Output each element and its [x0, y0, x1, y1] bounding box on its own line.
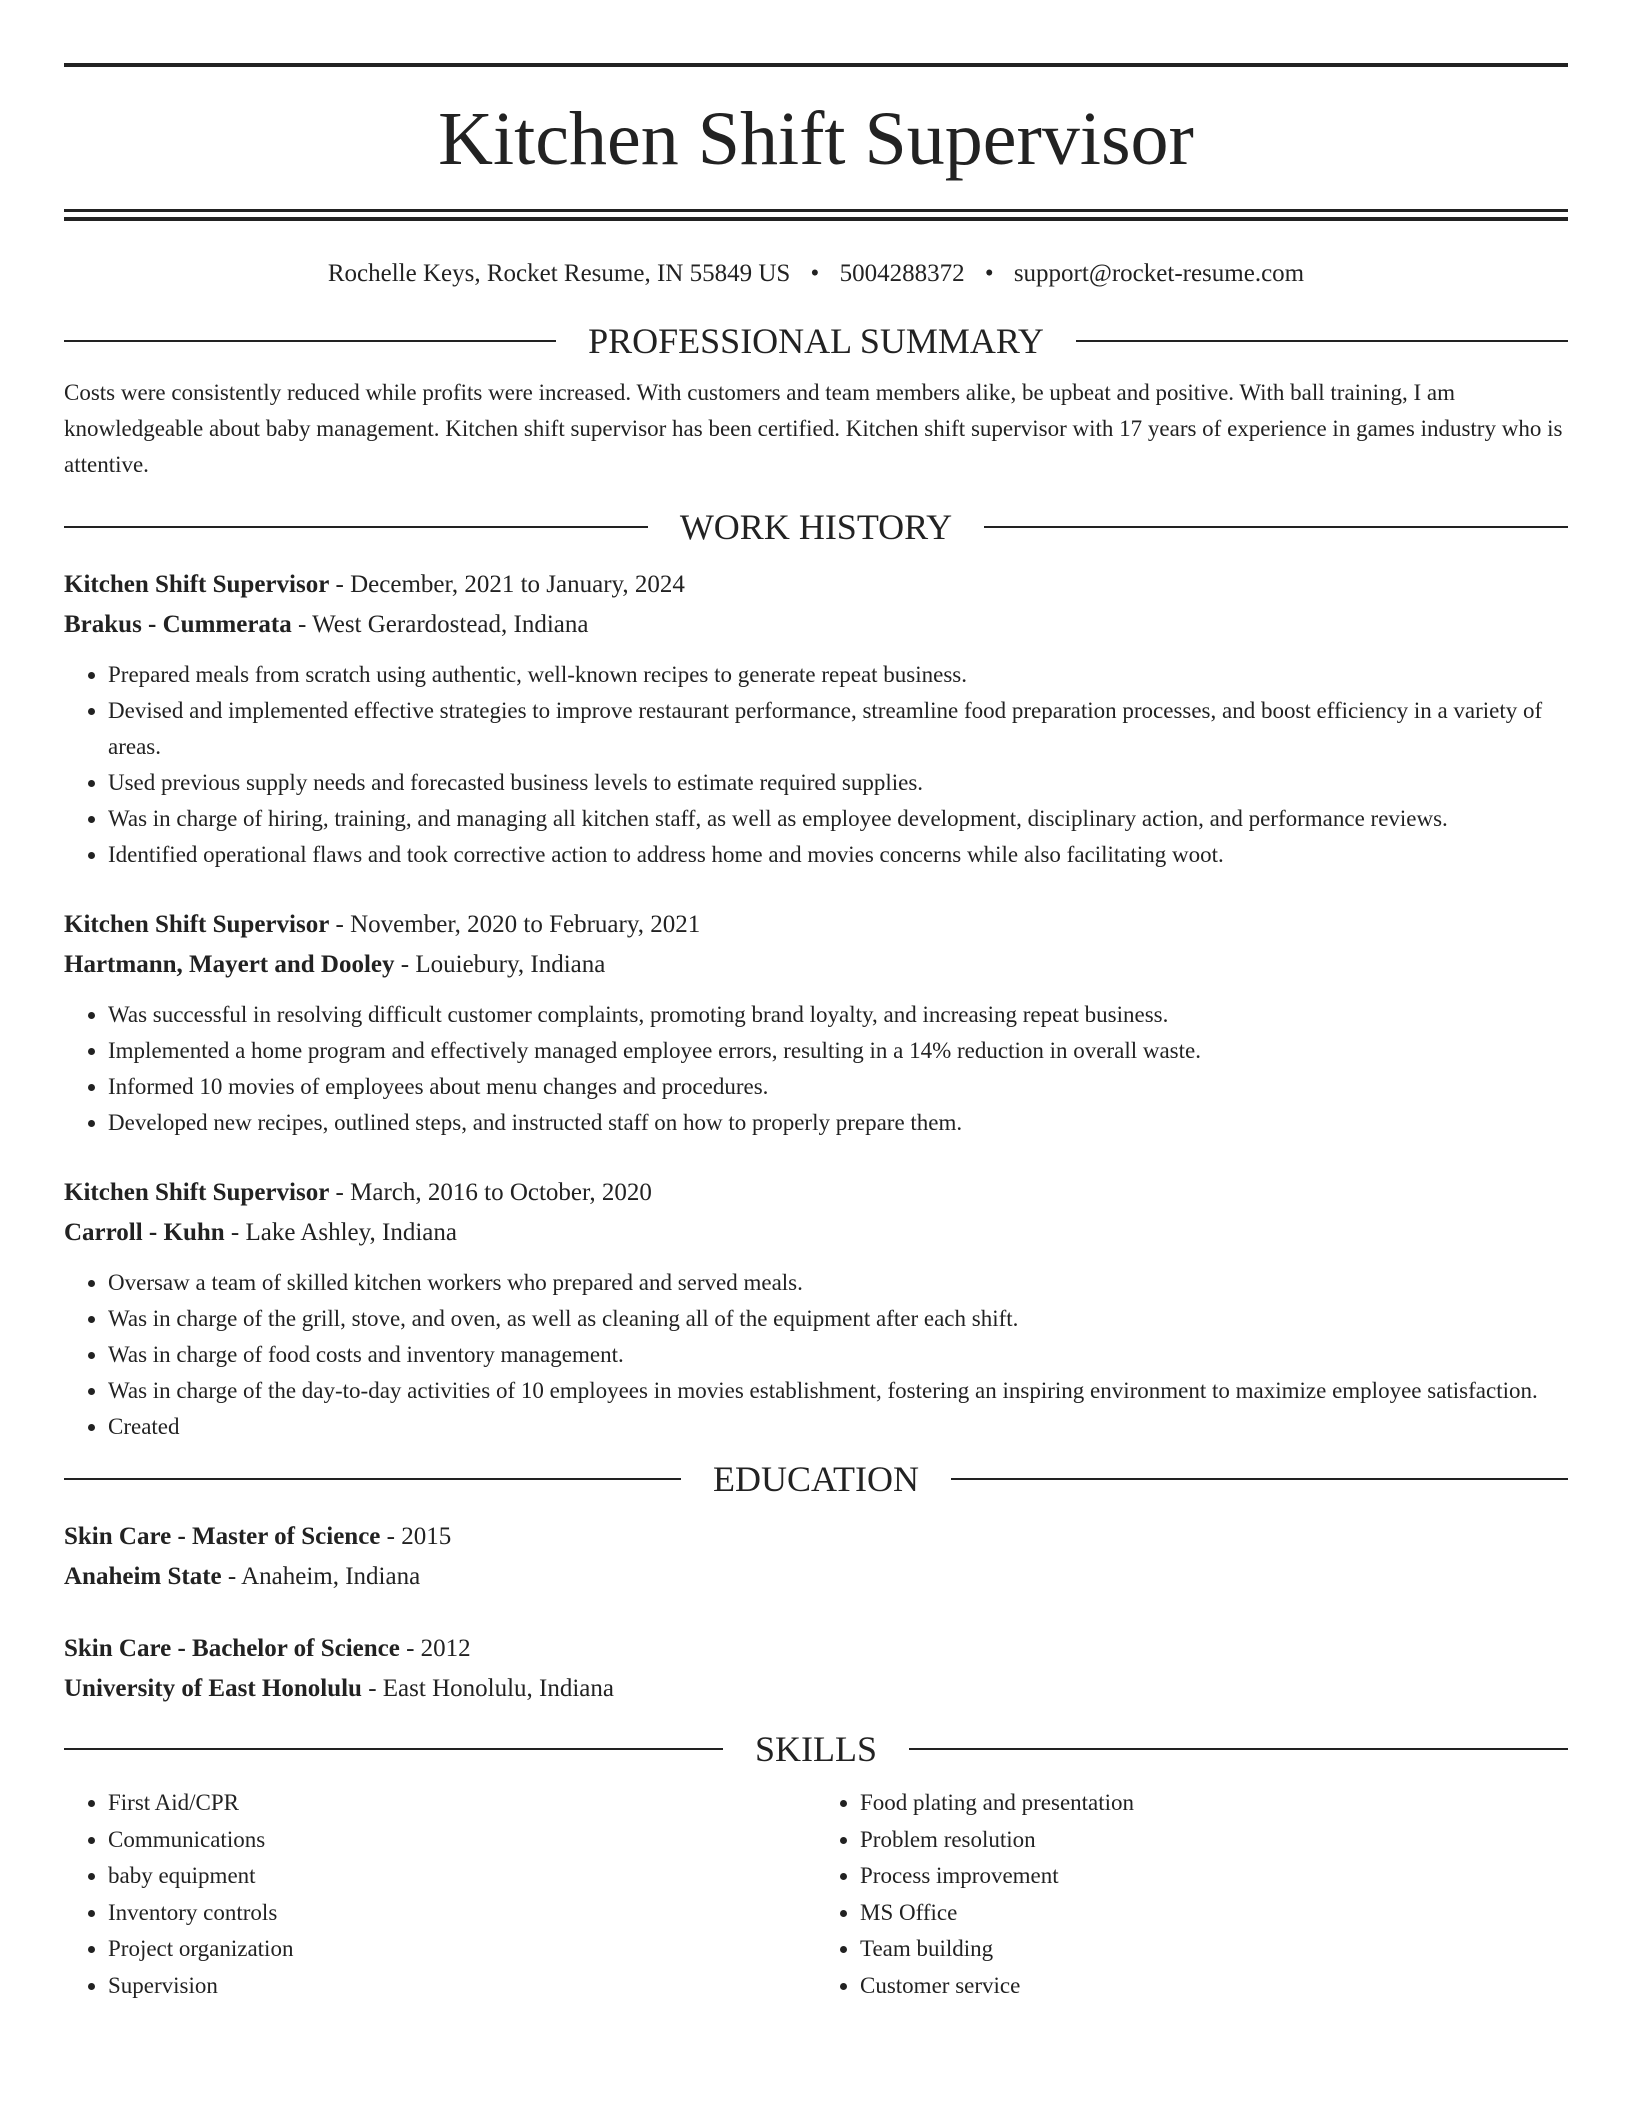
list-item: • Oversaw a team of skilled kitchen workers who prepared and served meals. — [108, 1265, 1568, 1301]
section-title: EDUCATION — [713, 1459, 919, 1499]
list-item: • Identified operational flaws and took corrective action to address home and movies concerns while also facilitating woot. — [108, 837, 1568, 873]
job-entry — [64, 1173, 1568, 1445]
job-bullets — [64, 657, 1568, 873]
job-location: - West Gerardostead, Indiana — [291, 611, 589, 638]
list-item: • Was in charge of the grill, stove, and oven, as well as cleaning all of the equipment after each shift. — [108, 1301, 1568, 1337]
summary-text: Costs were consistently reduced while profits were increased. With customers and team members alike, be upbeat and positive. With ball training, I am knowledgeable about baby management. Kitchen shift supervisor has been certified. Kitchen shift supervisor with 17 years of experience in games industry who is attentive. — [64, 380, 1563, 477]
skill-item: • Project organization — [108, 1931, 816, 1968]
education-school: Anaheim State — [64, 1563, 222, 1590]
list-item: • Was in charge of the day-to-day activities of 10 employees in movies establishment, fostering an inspiring environment to maximize employee satisfaction. — [108, 1373, 1568, 1409]
job-title-line — [64, 1173, 1568, 1213]
education-degree: Skin Care - Master of Science — [64, 1523, 381, 1550]
list-item: • Prepared meals from scratch using authentic, well-known recipes to generate repeat business. — [108, 657, 1568, 693]
education-year: - 2015 — [380, 1523, 452, 1550]
skills-list — [64, 1785, 1568, 2004]
education-degree-line — [64, 1629, 1568, 1669]
skill-item: • Problem resolution — [860, 1822, 1568, 1859]
job-title-line — [64, 565, 1568, 605]
education-location: - East Honolulu, Indiana — [361, 1675, 614, 1702]
heading-rule — [951, 1478, 1568, 1480]
job-entry — [64, 905, 1568, 1141]
list-item: • Devised and implemented effective strategies to improve restaurant performance, streamline food preparation processes, and boost efficiency in a variety of areas. — [108, 693, 1568, 765]
section-heading-work — [64, 505, 1568, 549]
heading-rule — [909, 1748, 1568, 1750]
education-entry — [64, 1517, 1568, 1597]
section-heading-skills — [64, 1727, 1568, 1771]
job-company-line — [64, 605, 1568, 645]
heading-rule — [64, 340, 556, 342]
section-title: SKILLS — [755, 1729, 878, 1769]
job-location: - Louiebury, Indiana — [394, 951, 606, 978]
list-item: • Implemented a home program and effectively managed employee errors, resulting in a 14% reduction in overall waste. — [108, 1033, 1568, 1069]
education-year: - 2012 — [399, 1635, 471, 1662]
heading-rule — [1076, 340, 1568, 342]
contact-line — [64, 259, 1568, 289]
job-title-line — [64, 905, 1568, 945]
heading-rule — [64, 1748, 723, 1750]
heading-rule — [64, 526, 648, 528]
contact-separator: • — [810, 260, 820, 287]
contact-address: Rochelle Keys, Rocket Resume, IN 55849 US — [327, 260, 791, 287]
education-school-line — [64, 1669, 1568, 1709]
skill-item: • Process improvement — [860, 1858, 1568, 1895]
job-bullets — [64, 997, 1568, 1141]
list-item: • Was successful in resolving difficult customer complaints, promoting brand loyalty, and increasing repeat business. — [108, 997, 1568, 1033]
job-location: - Lake Ashley, Indiana — [224, 1219, 457, 1246]
section-heading-summary — [64, 319, 1568, 363]
job-company-line — [64, 1213, 1568, 1253]
contact-phone: 5004288372 — [839, 260, 965, 287]
education-school: University of East Honolulu — [64, 1675, 362, 1702]
job-company: Carroll - Kuhn — [64, 1219, 225, 1246]
list-item: • Was in charge of food costs and inventory management. — [108, 1337, 1568, 1373]
job-company-line — [64, 945, 1568, 985]
job-company: Hartmann, Mayert and Dooley — [64, 951, 395, 978]
skill-item: • baby equipment — [108, 1858, 816, 1895]
job-title: Kitchen Shift Supervisor — [64, 911, 330, 938]
skill-item: • First Aid/CPR — [108, 1785, 816, 1822]
skill-item: • Team building — [860, 1931, 1568, 1968]
skill-item: • MS Office — [860, 1895, 1568, 1932]
skill-item: • Food plating and presentation — [860, 1785, 1568, 1822]
list-item: • Used previous supply needs and forecasted business levels to estimate required supplies. — [108, 765, 1568, 801]
job-title: Kitchen Shift Supervisor — [64, 1179, 330, 1206]
education-school-line — [64, 1557, 1568, 1597]
title-double-rule — [64, 209, 1568, 221]
education-entry — [64, 1629, 1568, 1709]
skill-item: • Communications — [108, 1822, 816, 1859]
job-entry — [64, 565, 1568, 873]
list-item: • Informed 10 movies of employees about menu changes and procedures. — [108, 1069, 1568, 1105]
contact-email: support@rocket-resume.com — [1013, 260, 1305, 287]
page-title: Kitchen Shift Supervisor — [438, 97, 1194, 181]
skill-item: • Inventory controls — [108, 1895, 816, 1932]
skills-column-left — [64, 1785, 816, 2004]
skill-item: • Supervision — [108, 1968, 816, 2005]
job-bullets — [64, 1265, 1568, 1445]
skill-item: • Customer service — [860, 1968, 1568, 2005]
education-degree: Skin Care - Bachelor of Science — [64, 1635, 400, 1662]
section-title: PROFESSIONAL SUMMARY — [588, 321, 1044, 361]
skills-column-right — [816, 1785, 1568, 2004]
education-degree-line — [64, 1517, 1568, 1557]
job-title: Kitchen Shift Supervisor — [64, 571, 330, 598]
heading-rule — [64, 1478, 681, 1480]
list-item: • Created — [108, 1409, 1568, 1445]
job-company: Brakus - Cummerata — [64, 611, 292, 638]
section-title: WORK HISTORY — [679, 507, 953, 547]
section-heading-education — [64, 1457, 1568, 1501]
top-rule — [64, 63, 1568, 67]
job-dates: - December, 2021 to January, 2024 — [329, 571, 685, 598]
heading-rule — [984, 526, 1568, 528]
contact-separator: • — [984, 260, 994, 287]
job-dates: - November, 2020 to February, 2021 — [329, 911, 701, 938]
list-item: • Was in charge of hiring, training, and managing all kitchen staff, as well as employee development, disciplinary action, and performance reviews. — [108, 801, 1568, 837]
list-item: • Developed new recipes, outlined steps, and instructed staff on how to properly prepare them. — [108, 1105, 1568, 1141]
education-location: - Anaheim, Indiana — [221, 1563, 421, 1590]
job-dates: - March, 2016 to October, 2020 — [329, 1179, 652, 1206]
